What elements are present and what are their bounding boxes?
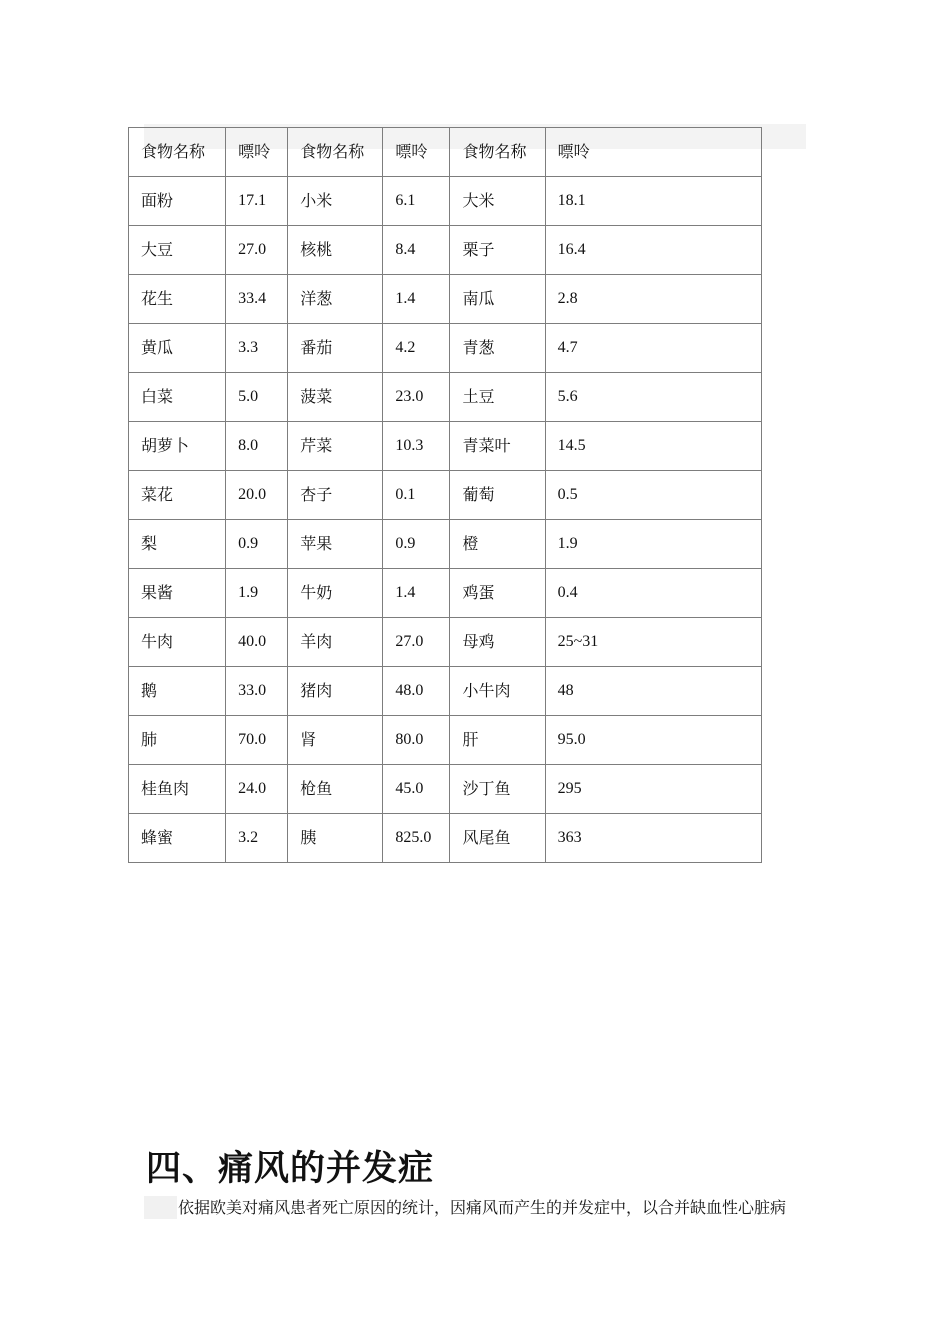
purine-value-cell: 8.4 <box>383 226 450 275</box>
purine-value-cell: 10.3 <box>383 422 450 471</box>
food-name-cell: 番茄 <box>288 324 383 373</box>
food-name-cell: 核桃 <box>288 226 383 275</box>
purine-content-table <box>128 127 762 863</box>
purine-value-cell: 1.4 <box>383 275 450 324</box>
food-name-cell: 桂鱼肉 <box>129 765 226 814</box>
food-name-cell: 大米 <box>450 177 545 226</box>
table-row <box>129 226 762 275</box>
food-name-cell: 花生 <box>129 275 226 324</box>
header-cell-food-name: 食物名称 <box>129 128 226 177</box>
table-row <box>129 520 762 569</box>
purine-value-cell: 0.4 <box>545 569 761 618</box>
food-name-cell: 鹅 <box>129 667 226 716</box>
header-cell-purine: 嘌呤 <box>226 128 288 177</box>
purine-value-cell: 4.2 <box>383 324 450 373</box>
food-name-cell: 蜂蜜 <box>129 814 226 863</box>
paragraph-indent-shading <box>144 1196 177 1219</box>
purine-value-cell: 0.1 <box>383 471 450 520</box>
purine-value-cell: 0.9 <box>383 520 450 569</box>
table-row <box>129 275 762 324</box>
food-name-cell: 葡萄 <box>450 471 545 520</box>
food-name-cell: 栗子 <box>450 226 545 275</box>
purine-value-cell: 27.0 <box>383 618 450 667</box>
food-name-cell: 牛肉 <box>129 618 226 667</box>
purine-value-cell: 33.4 <box>226 275 288 324</box>
purine-value-cell: 1.9 <box>226 569 288 618</box>
purine-value-cell: 18.1 <box>545 177 761 226</box>
purine-value-cell: 16.4 <box>545 226 761 275</box>
table-row <box>129 716 762 765</box>
food-name-cell: 南瓜 <box>450 275 545 324</box>
table-row <box>129 177 762 226</box>
table-row <box>129 667 762 716</box>
table-row <box>129 569 762 618</box>
food-name-cell: 风尾鱼 <box>450 814 545 863</box>
table-row <box>129 814 762 863</box>
table-body <box>129 128 762 863</box>
purine-value-cell: 20.0 <box>226 471 288 520</box>
food-name-cell: 青菜叶 <box>450 422 545 471</box>
food-name-cell: 母鸡 <box>450 618 545 667</box>
purine-value-cell: 5.6 <box>545 373 761 422</box>
purine-value-cell: 40.0 <box>226 618 288 667</box>
food-name-cell: 猪肉 <box>288 667 383 716</box>
purine-value-cell: 1.9 <box>545 520 761 569</box>
food-name-cell: 苹果 <box>288 520 383 569</box>
purine-value-cell: 14.5 <box>545 422 761 471</box>
purine-value-cell: 80.0 <box>383 716 450 765</box>
purine-value-cell: 363 <box>545 814 761 863</box>
food-name-cell: 小米 <box>288 177 383 226</box>
header-cell-food-name: 食物名称 <box>450 128 545 177</box>
food-name-cell: 橙 <box>450 520 545 569</box>
food-name-cell: 杏子 <box>288 471 383 520</box>
purine-value-cell: 8.0 <box>226 422 288 471</box>
purine-value-cell: 48 <box>545 667 761 716</box>
food-name-cell: 胡萝卜 <box>129 422 226 471</box>
food-name-cell: 菜花 <box>129 471 226 520</box>
purine-value-cell: 27.0 <box>226 226 288 275</box>
header-cell-food-name: 食物名称 <box>288 128 383 177</box>
purine-value-cell: 2.8 <box>545 275 761 324</box>
food-name-cell: 胰 <box>288 814 383 863</box>
food-name-cell: 梨 <box>129 520 226 569</box>
purine-value-cell: 95.0 <box>545 716 761 765</box>
purine-value-cell: 4.7 <box>545 324 761 373</box>
table-row <box>129 765 762 814</box>
food-name-cell: 沙丁鱼 <box>450 765 545 814</box>
food-name-cell: 枪鱼 <box>288 765 383 814</box>
food-name-cell: 羊肉 <box>288 618 383 667</box>
table-header-row <box>129 128 762 177</box>
food-name-cell: 土豆 <box>450 373 545 422</box>
food-name-cell: 鸡蛋 <box>450 569 545 618</box>
section-paragraph: 依据欧美对痛风患者死亡原因的统计，因痛风而产生的并发症中，以合并缺血性心脏病 <box>178 1198 787 1217</box>
food-name-cell: 大豆 <box>129 226 226 275</box>
food-name-cell: 果酱 <box>129 569 226 618</box>
purine-value-cell: 45.0 <box>383 765 450 814</box>
purine-value-cell: 48.0 <box>383 667 450 716</box>
food-name-cell: 肝 <box>450 716 545 765</box>
food-name-cell: 白菜 <box>129 373 226 422</box>
purine-value-cell: 295 <box>545 765 761 814</box>
food-name-cell: 黄瓜 <box>129 324 226 373</box>
table-row <box>129 422 762 471</box>
purine-value-cell: 25~31 <box>545 618 761 667</box>
purine-value-cell: 23.0 <box>383 373 450 422</box>
purine-value-cell: 825.0 <box>383 814 450 863</box>
purine-value-cell: 17.1 <box>226 177 288 226</box>
purine-value-cell: 70.0 <box>226 716 288 765</box>
food-name-cell: 菠菜 <box>288 373 383 422</box>
section-heading: 四、痛风的并发症 <box>146 1148 435 1189</box>
food-name-cell: 洋葱 <box>288 275 383 324</box>
food-name-cell: 小牛肉 <box>450 667 545 716</box>
purine-value-cell: 1.4 <box>383 569 450 618</box>
food-name-cell: 肺 <box>129 716 226 765</box>
food-name-cell: 青葱 <box>450 324 545 373</box>
table-row <box>129 373 762 422</box>
purine-value-cell: 3.2 <box>226 814 288 863</box>
header-cell-purine: 嘌呤 <box>545 128 761 177</box>
header-cell-purine: 嘌呤 <box>383 128 450 177</box>
purine-value-cell: 6.1 <box>383 177 450 226</box>
purine-value-cell: 24.0 <box>226 765 288 814</box>
food-name-cell: 面粉 <box>129 177 226 226</box>
table-row <box>129 324 762 373</box>
table-row <box>129 471 762 520</box>
purine-value-cell: 0.9 <box>226 520 288 569</box>
purine-value-cell: 33.0 <box>226 667 288 716</box>
purine-value-cell: 5.0 <box>226 373 288 422</box>
purine-value-cell: 0.5 <box>545 471 761 520</box>
purine-value-cell: 3.3 <box>226 324 288 373</box>
food-name-cell: 牛奶 <box>288 569 383 618</box>
table-row <box>129 618 762 667</box>
food-name-cell: 肾 <box>288 716 383 765</box>
food-name-cell: 芹菜 <box>288 422 383 471</box>
